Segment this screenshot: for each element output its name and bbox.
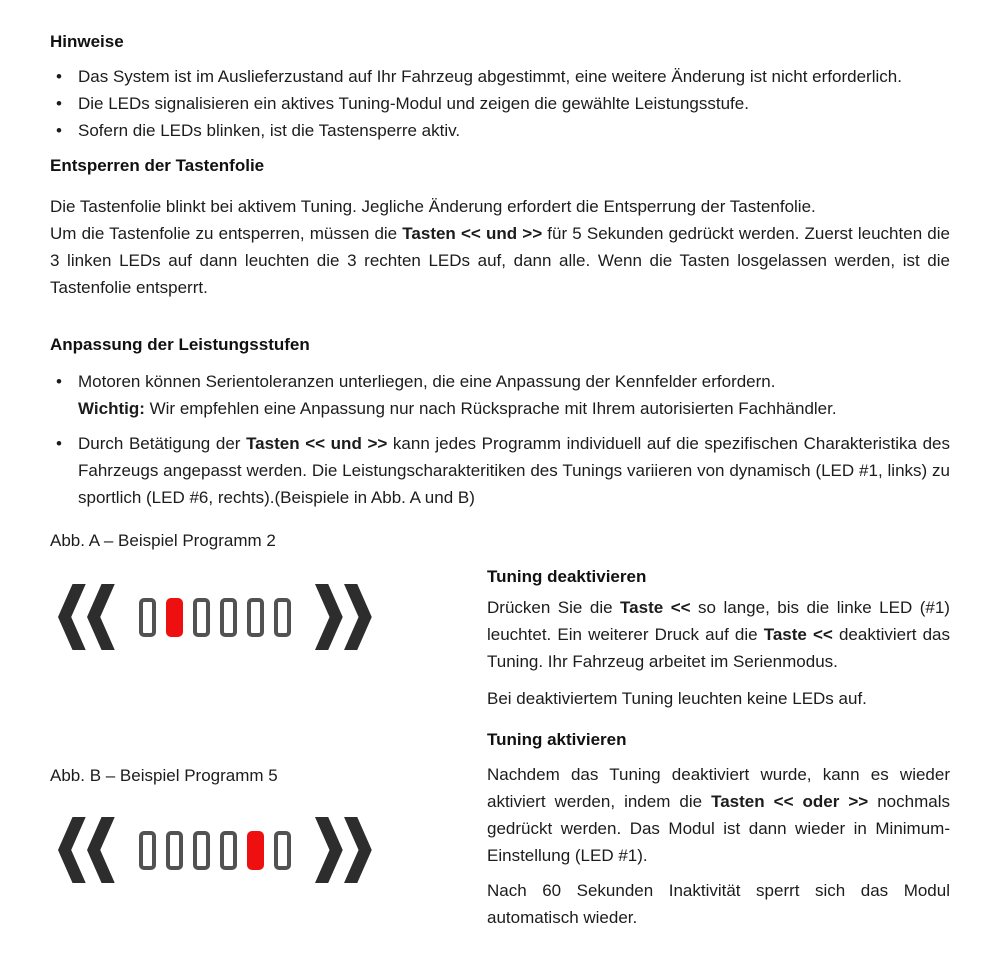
section-heading-hinweise: Hinweise (50, 32, 124, 51)
section-anpassung (50, 331, 950, 511)
anpassung-bullet-2: • Durch Betätigung der Tasten << und >> kann jedes Programm individuell auf die spezifischen Charakteristika des Fahrzeugs angepasst werden. Die Leistungscharakteritiken des Tunings variieren von dynamisch (LED #1, links) zu sportlich (LED #6, rechts).(Beispiele in Abb. A und B) (50, 430, 950, 511)
figure-a-caption: Abb. A – Beispiel Programm 2 (50, 531, 276, 550)
led-inactive (274, 831, 291, 870)
led-inactive (220, 831, 237, 870)
entsperren-paragraph-1: Die Tastenfolie blinkt bei aktivem Tuning. Jegliche Änderung erfordert die Entsperrung der Tastenfolie. (50, 197, 816, 216)
anpassung-bullet-1: • Motoren können Serientoleranzen unterliegen, die eine Anpassung der Kennfelder erfordern. Wichtig: Wir empfehlen eine Anpassung nur nach Rücksprache mit Ihrem autorisierten Fachhändler. (50, 368, 950, 422)
led-inactive (220, 598, 237, 637)
led-active (247, 831, 264, 870)
led-inactive (139, 831, 156, 870)
led-inactive (274, 598, 291, 637)
figure-a-led-panel (58, 584, 487, 650)
double-chevron-left-icon (58, 817, 115, 883)
led-inactive (193, 598, 210, 637)
section-heading-entsperren: Entsperren der Tastenfolie (50, 156, 265, 175)
double-chevron-left-icon (58, 584, 115, 650)
heading-tuning-deaktivieren: Tuning deaktivieren (487, 567, 647, 586)
hinweise-bullet-1: • Das System ist im Auslieferzustand auf Ihr Fahrzeug abgestimmt, eine weitere Änderung ist nicht erforderlich. (50, 63, 950, 90)
section-heading-anpassung: Anpassung der Leistungsstufen (50, 335, 310, 354)
figure-b-led-panel (58, 817, 487, 883)
figure-b-caption: Abb. B – Beispiel Programm 5 (50, 766, 278, 785)
double-chevron-right-icon (315, 817, 372, 883)
figures-column (50, 527, 487, 931)
section-hinweise (50, 28, 950, 144)
led-active (166, 598, 183, 637)
instructions-column (487, 527, 950, 931)
hinweise-bullet-3: • Sofern die LEDs blinken, ist die Tastensperre aktiv. (50, 117, 950, 144)
led-inactive (166, 831, 183, 870)
double-chevron-right-icon (315, 584, 372, 650)
led-inactive (139, 598, 156, 637)
led-inactive (193, 831, 210, 870)
section-entsperren (50, 152, 950, 301)
aktivieren-paragraph-2: Nach 60 Sekunden Inaktivität sperrt sich das Modul automatisch wieder. (487, 881, 950, 927)
deaktivieren-paragraph-2: Bei deaktiviertem Tuning leuchten keine LEDs auf. (487, 689, 867, 708)
aktivieren-paragraph-1: Nachdem das Tuning deaktiviert wurde, kann es wieder aktiviert werden, indem die Tasten << oder >> nochmals gedrückt werden. Das Modul ist dann wieder in Minimum-Einstellung (LED #1). (487, 765, 950, 865)
hinweise-bullet-2: • Die LEDs signalisieren ein aktives Tuning-Modul und zeigen die gewählte Leistungsstufe. (50, 90, 950, 117)
heading-tuning-aktivieren: Tuning aktivieren (487, 730, 627, 749)
entsperren-paragraph-2: Um die Tastenfolie zu entsperren, müssen die Tasten << und >> für 5 Sekunden gedrückt werden. Zuerst leuchten die 3 linken LEDs auf dann leuchten die 3 rechten LEDs auf, dann alle. Wenn die Tasten losgelassen werden, ist die Tastenfolie entsperrt. (50, 224, 950, 297)
figures-and-instructions (50, 527, 950, 931)
led-strip-a (139, 598, 291, 637)
deaktivieren-paragraph-1: Drücken Sie die Taste << so lange, bis die linke LED (#1) leuchtet. Ein weiterer Druck auf die Taste << deaktiviert das Tuning. Ihr Fahrzeug arbeitet im Serienmodus. (487, 598, 950, 671)
led-strip-b (139, 831, 291, 870)
led-inactive (247, 598, 264, 637)
